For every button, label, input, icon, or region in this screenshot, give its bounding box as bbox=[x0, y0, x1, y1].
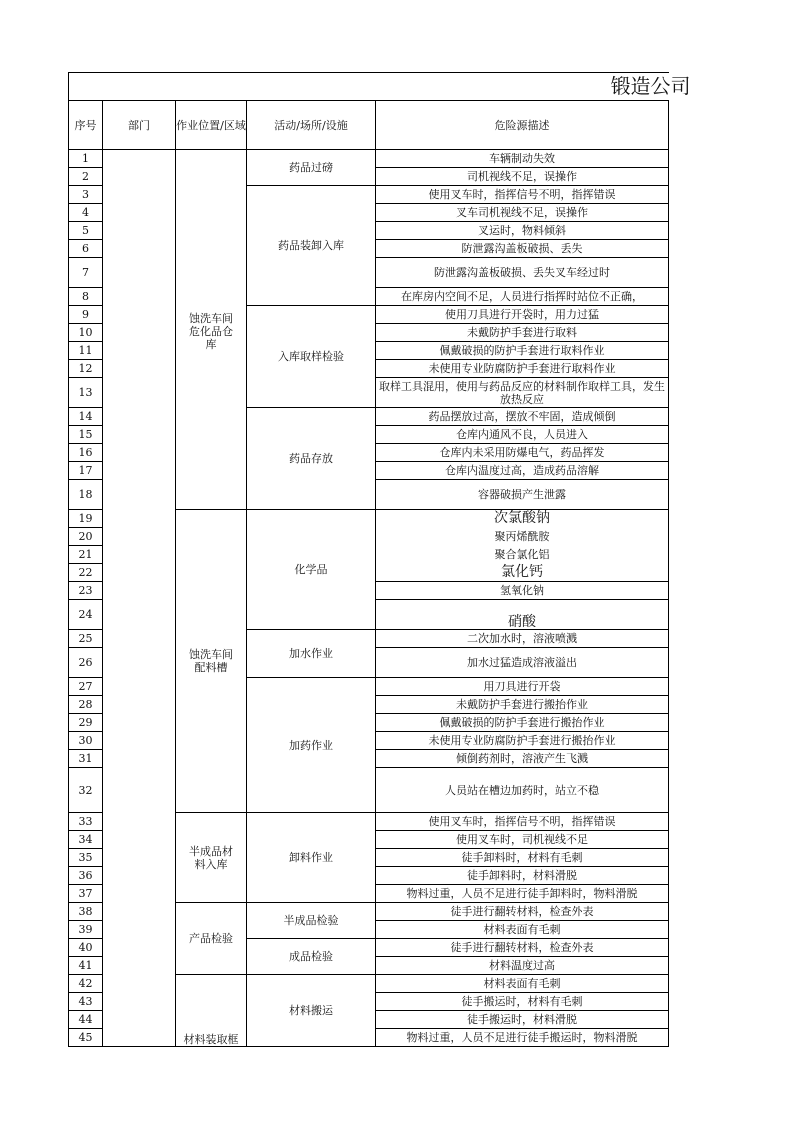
hazard-description: 人员站在槽边加药时，站立不稳 bbox=[376, 768, 669, 813]
area-cell: 产品检验 bbox=[176, 903, 247, 975]
hazard-description: 氯化钙 bbox=[376, 564, 669, 582]
hazard-description: 物料过重，人员不足进行徒手搬运时，物料滑脱 bbox=[376, 1029, 669, 1047]
header-area: 作业位置/区域 bbox=[176, 101, 247, 150]
row-number: 18 bbox=[69, 480, 103, 510]
hazard-description: 氢氧化钠 bbox=[376, 582, 669, 600]
hazard-description: 使用叉车时，司机视线不足 bbox=[376, 831, 669, 849]
row-number: 11 bbox=[69, 342, 103, 360]
row-number: 43 bbox=[69, 993, 103, 1011]
hazard-description: 次氯酸钠 bbox=[376, 510, 669, 528]
hazard-description: 徒手搬运时，材料滑脱 bbox=[376, 1011, 669, 1029]
activity-cell: 药品存放 bbox=[247, 408, 376, 510]
row-number: 27 bbox=[69, 678, 103, 696]
row-number: 20 bbox=[69, 528, 103, 546]
activity-cell: 药品过磅 bbox=[247, 150, 376, 186]
hazard-description: 仓库内通风不良，人员进入 bbox=[376, 426, 669, 444]
row-number: 26 bbox=[69, 648, 103, 678]
hazard-table-container bbox=[68, 72, 691, 1047]
hazard-description: 仓库内未采用防爆电气，药品挥发 bbox=[376, 444, 669, 462]
hazard-description: 取样工具混用，使用与药品反应的材料制作取样工具，发生放热反应 bbox=[376, 378, 669, 408]
hazard-description: 防泄露沟盖板破损、丢失叉车经过时 bbox=[376, 258, 669, 288]
row-number: 40 bbox=[69, 939, 103, 957]
hazard-table bbox=[68, 72, 691, 1047]
hazard-description: 徒手卸料时，材料滑脱 bbox=[376, 867, 669, 885]
hazard-description: 材料温度过高 bbox=[376, 957, 669, 975]
row-number: 19 bbox=[69, 510, 103, 528]
hazard-description: 佩戴破损的防护手套进行取料作业 bbox=[376, 342, 669, 360]
row-number: 4 bbox=[69, 204, 103, 222]
row-number: 24 bbox=[69, 600, 103, 630]
row-number: 8 bbox=[69, 288, 103, 306]
hazard-description: 倾倒药剂时，溶液产生飞溅 bbox=[376, 750, 669, 768]
hazard-description: 叉车司机视线不足，误操作 bbox=[376, 204, 669, 222]
row-number: 7 bbox=[69, 258, 103, 288]
hazard-description: 材料表面有毛刺 bbox=[376, 975, 669, 993]
hazard-description: 材料表面有毛刺 bbox=[376, 921, 669, 939]
row-number: 13 bbox=[69, 378, 103, 408]
area-cell: 蚀洗车间配料槽 bbox=[176, 510, 247, 813]
hazard-description: 徒手搬运时，材料有毛刺 bbox=[376, 993, 669, 1011]
hazard-description: 加水过猛造成溶液溢出 bbox=[376, 648, 669, 678]
row-number: 23 bbox=[69, 582, 103, 600]
hazard-description: 车辆制动失效 bbox=[376, 150, 669, 168]
row-number: 17 bbox=[69, 462, 103, 480]
row-number: 34 bbox=[69, 831, 103, 849]
row-number: 44 bbox=[69, 1011, 103, 1029]
row-number: 37 bbox=[69, 885, 103, 903]
activity-cell: 加药作业 bbox=[247, 678, 376, 813]
row-number: 2 bbox=[69, 168, 103, 186]
hazard-description: 未使用专业防腐防护手套进行取料作业 bbox=[376, 360, 669, 378]
activity-cell: 成品检验 bbox=[247, 939, 376, 975]
activity-cell: 药品装卸入库 bbox=[247, 186, 376, 306]
activity-cell: 卸料作业 bbox=[247, 813, 376, 903]
row-number: 22 bbox=[69, 564, 103, 582]
row-number: 41 bbox=[69, 957, 103, 975]
hazard-description: 硝酸 bbox=[376, 600, 669, 630]
row-number: 14 bbox=[69, 408, 103, 426]
hazard-description: 未戴防护手套进行取料 bbox=[376, 324, 669, 342]
activity-cell: 半成品检验 bbox=[247, 903, 376, 939]
header-dept: 部门 bbox=[103, 101, 176, 150]
row-number: 35 bbox=[69, 849, 103, 867]
page-title bbox=[69, 73, 691, 101]
hazard-description: 未使用专业防腐防护手套进行搬抬作业 bbox=[376, 732, 669, 750]
row-number: 39 bbox=[69, 921, 103, 939]
activity-cell: 化学品 bbox=[247, 510, 376, 630]
row-number: 36 bbox=[69, 867, 103, 885]
row-number: 9 bbox=[69, 306, 103, 324]
row-number: 38 bbox=[69, 903, 103, 921]
title-text: 锻造公司 bbox=[610, 74, 691, 98]
hazard-description: 未戴防护手套进行搬抬作业 bbox=[376, 696, 669, 714]
hazard-description: 防泄露沟盖板破损、丢失 bbox=[376, 240, 669, 258]
row-number: 45 bbox=[69, 1029, 103, 1047]
hazard-description: 使用叉车时，指挥信号不明，指挥错误 bbox=[376, 186, 669, 204]
hazard-description: 徒手卸料时，材料有毛刺 bbox=[376, 849, 669, 867]
hazard-description: 二次加水时，溶液喷溅 bbox=[376, 630, 669, 648]
area-cell: 蚀洗车间危化品仓库 bbox=[176, 150, 247, 510]
hazard-description: 使用叉车时，指挥信号不明，指挥错误 bbox=[376, 813, 669, 831]
hazard-description: 徒手进行翻转材料，检查外表 bbox=[376, 939, 669, 957]
row-number: 1 bbox=[69, 150, 103, 168]
row-number: 29 bbox=[69, 714, 103, 732]
hazard-description: 药品摆放过高，摆放不牢固，造成倾倒 bbox=[376, 408, 669, 426]
hazard-description: 使用刀具进行开袋时，用力过猛 bbox=[376, 306, 669, 324]
hazard-description: 聚合氯化铝 bbox=[376, 546, 669, 564]
hazard-description: 徒手进行翻转材料，检查外表 bbox=[376, 903, 669, 921]
row-number: 21 bbox=[69, 546, 103, 564]
header-hazard: 危险源描述 bbox=[376, 101, 669, 150]
row-number: 32 bbox=[69, 768, 103, 813]
row-number: 28 bbox=[69, 696, 103, 714]
hazard-description: 司机视线不足，误操作 bbox=[376, 168, 669, 186]
department-cell bbox=[103, 150, 176, 1047]
activity-cell: 加水作业 bbox=[247, 630, 376, 678]
hazard-description: 在库房内空间不足，人员进行指挥时站位不正确， bbox=[376, 288, 669, 306]
row-number: 42 bbox=[69, 975, 103, 993]
row-number: 6 bbox=[69, 240, 103, 258]
hazard-description: 仓库内温度过高，造成药品溶解 bbox=[376, 462, 669, 480]
header-activity: 活动/场所/设施 bbox=[247, 101, 376, 150]
row-number: 5 bbox=[69, 222, 103, 240]
row-number: 15 bbox=[69, 426, 103, 444]
activity-cell: 材料搬运 bbox=[247, 975, 376, 1047]
row-number: 30 bbox=[69, 732, 103, 750]
row-number: 3 bbox=[69, 186, 103, 204]
hazard-description: 佩戴破损的防护手套进行搬抬作业 bbox=[376, 714, 669, 732]
hazard-description: 容器破损产生泄露 bbox=[376, 480, 669, 510]
hazard-description: 物料过重，人员不足进行徒手卸料时，物料滑脱 bbox=[376, 885, 669, 903]
row-number: 10 bbox=[69, 324, 103, 342]
activity-cell: 入库取样检验 bbox=[247, 306, 376, 408]
area-cell: 半成品材料入库 bbox=[176, 813, 247, 903]
row-number: 33 bbox=[69, 813, 103, 831]
hazard-description: 聚丙烯酰胺 bbox=[376, 528, 669, 546]
area-cell: 材料装取框 bbox=[176, 975, 247, 1047]
header-row bbox=[69, 101, 669, 150]
row-number: 16 bbox=[69, 444, 103, 462]
row-number: 31 bbox=[69, 750, 103, 768]
row-number: 25 bbox=[69, 630, 103, 648]
row-number: 12 bbox=[69, 360, 103, 378]
header-seq: 序号 bbox=[69, 101, 103, 150]
hazard-description: 叉运时，物料倾斜 bbox=[376, 222, 669, 240]
hazard-description: 用刀具进行开袋 bbox=[376, 678, 669, 696]
table-row bbox=[69, 150, 669, 168]
